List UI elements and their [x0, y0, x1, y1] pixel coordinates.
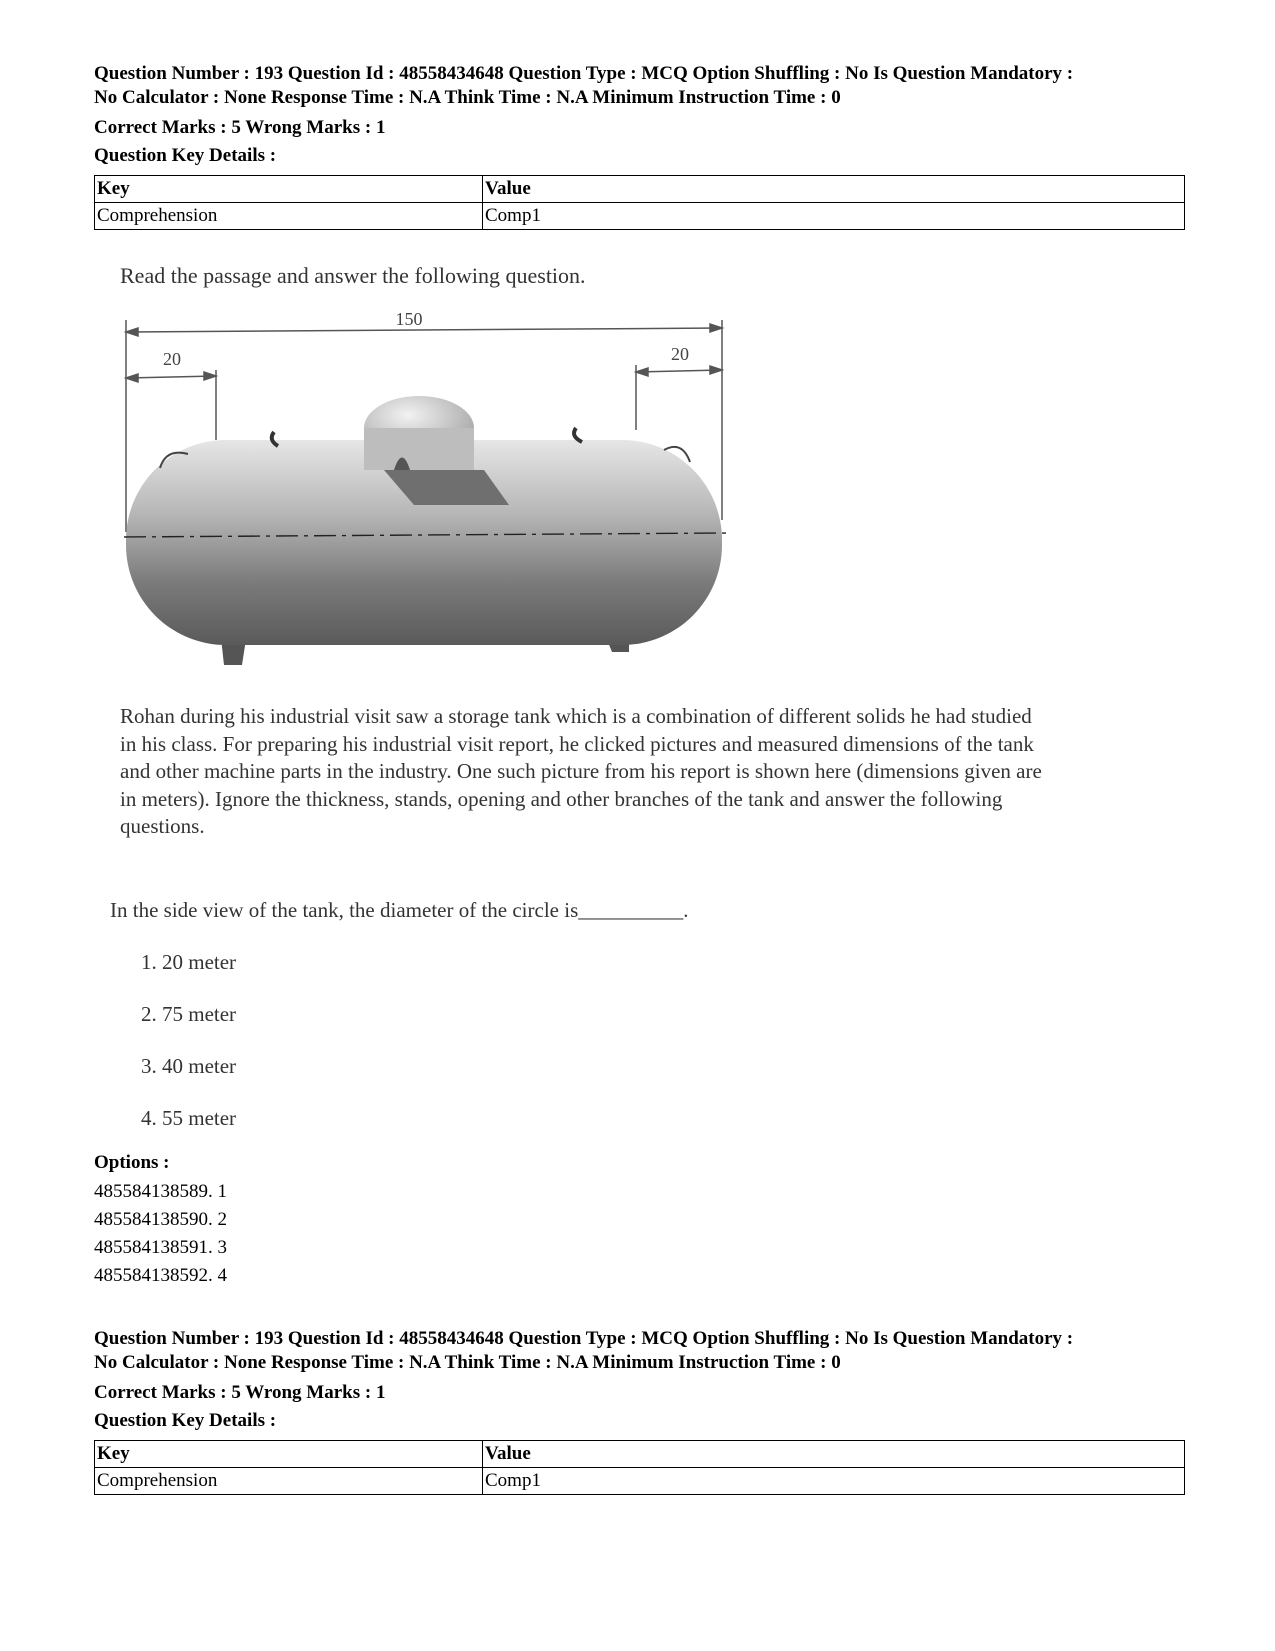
option-item: 485584138592. 4 — [94, 1265, 227, 1286]
choice-1: 1. 20 meter — [141, 950, 237, 974]
option-item: 485584138590. 2 — [94, 1209, 227, 1230]
scanned-question — [94, 250, 1184, 1220]
marks-line: Correct Marks : 5 Wrong Marks : 1 — [94, 1382, 386, 1403]
tank-diagram — [124, 309, 744, 690]
table-header-row — [95, 1441, 1185, 1468]
table-header-value: Value — [483, 176, 1185, 203]
question-header-2 — [94, 1327, 1184, 1375]
passage-text — [120, 703, 1150, 841]
question-meta-line-1: Question Number : 193 Question Id : 48558434648 Question Type : MCQ Option Shuffling : No Is Question Mandatory : — [94, 63, 1074, 84]
choice-2: 2. 75 meter — [141, 1002, 237, 1026]
marks-line: Correct Marks : 5 Wrong Marks : 1 — [94, 117, 386, 138]
table-cell-value: Comp1 — [483, 1468, 1185, 1495]
table-header-key: Key — [95, 1441, 483, 1468]
question-meta-line-2: No Calculator : None Response Time : N.A Think Time : N.A Minimum Instruction Time : 0 — [94, 1352, 841, 1373]
question-meta-line-2: No Calculator : None Response Time : N.A Think Time : N.A Minimum Instruction Time : 0 — [94, 87, 841, 108]
key-details-label: Question Key Details : — [94, 145, 277, 166]
dimension-label-right: 20 — [671, 344, 689, 364]
tank-dome-base — [364, 428, 474, 470]
table-header-key: Key — [95, 176, 483, 203]
table-header-row — [95, 176, 1185, 203]
key-details-table — [94, 175, 1185, 230]
dimension-label-left: 20 — [163, 349, 181, 369]
passage-line: Rohan during his industrial visit saw a storage tank which is a combination of different solids he had studied — [120, 704, 1032, 728]
choice-4: 4. 55 meter — [141, 1106, 237, 1130]
passage-intro: Read the passage and answer the following question. — [120, 263, 586, 288]
option-item: 485584138589. 1 — [94, 1181, 227, 1202]
question-text: In the side view of the tank, the diameter of the circle is__________. — [110, 898, 689, 922]
passage-line: in meters). Ignore the thickness, stands, opening and other branches of the tank and answer the following — [120, 786, 1003, 811]
question-header-1 — [94, 62, 1184, 110]
key-details-table — [94, 1440, 1185, 1495]
passage-line: in his class. For preparing his industrial visit report, he clicked pictures and measured dimensions of the tank — [120, 731, 1034, 756]
question-meta-line-1: Question Number : 193 Question Id : 48558434648 Question Type : MCQ Option Shuffling : No Is Question Mandatory : — [94, 1328, 1074, 1349]
table-row — [95, 203, 1185, 230]
options-label: Options : — [94, 1152, 170, 1173]
hook-icon — [272, 432, 278, 446]
table-row — [95, 1468, 1185, 1495]
table-cell-key: Comprehension — [95, 1468, 483, 1495]
passage-line: questions. — [120, 814, 205, 838]
option-item: 485584138591. 3 — [94, 1237, 227, 1258]
table-cell-key: Comprehension — [95, 203, 483, 230]
hook-icon — [574, 428, 582, 442]
table-header-value: Value — [483, 1441, 1185, 1468]
choice-3: 3. 40 meter — [141, 1054, 237, 1078]
passage-line: and other machine parts in the industry. One such picture from his report is shown here (dimensions given are — [120, 759, 1042, 783]
key-details-label: Question Key Details : — [94, 1410, 277, 1431]
table-cell-value: Comp1 — [483, 203, 1185, 230]
dimension-label-total: 150 — [395, 309, 423, 329]
